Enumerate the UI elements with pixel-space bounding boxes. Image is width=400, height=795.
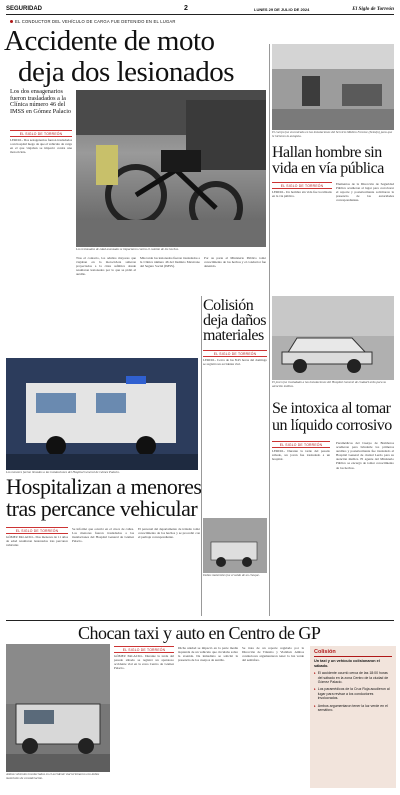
story2-body-col2: Elementos de la Dirección de Seguridad Pública acudieron al lugar para corroborar el reporte y posteriormente solicitaron la presencia de las autoridades correspondientes. xyxy=(336,182,394,203)
story3-headline-line3: materiales xyxy=(203,327,264,344)
date-label: LUNES 29 DE JULIO DE 2024 xyxy=(254,7,310,12)
story3-headline-line2: deja daños xyxy=(203,312,266,329)
story1-body-col4: Por su parte el Ministerio Público tomó conocimiento de los hechos y el conductor fue detenido. xyxy=(204,256,266,269)
kicker-bullet-icon xyxy=(10,20,13,23)
bullet-arrow-icon: ▸ xyxy=(314,671,316,676)
paper-logo: El Siglo de Torreón xyxy=(352,6,394,12)
story1-byline: EL SIGLO DE TORREÓN xyxy=(10,130,72,137)
column-rule xyxy=(269,44,270,616)
story2-byline: EL SIGLO DE TORREÓN xyxy=(272,182,332,189)
taxi-scene-icon xyxy=(6,644,110,772)
bullet-arrow-icon: ▸ xyxy=(314,703,316,708)
sidebar-subtitle: Un taxi y un vehículo colisionaron el sábado. xyxy=(314,659,380,668)
sidebar-title: Colisión xyxy=(314,649,392,657)
story3-caption: Daños materiales fue el saldo de un choque. xyxy=(203,574,260,577)
story4-byline: EL SIGLO DE TORREÓN xyxy=(6,527,68,534)
story3-byline: EL SIGLO DE TORREÓN xyxy=(203,350,267,357)
story3-small-photo xyxy=(203,518,267,573)
building-scene-icon xyxy=(272,44,394,130)
story6-caption: Ambos vehículos involucrados en el accidente vial terminaron con daños materiales de consideración. xyxy=(6,773,100,780)
story1-body-col3: Más tarde los lesionados fueron trasladados a la Clínica número 46 del Instituto Mexicano del Seguro Social (IMSS). xyxy=(140,256,200,269)
story1-deck: Los dos ensagenarios fueron trasladados a la Clínica número 46 del IMSS en Gómez Palacio xyxy=(10,88,72,115)
story1-lead: LERDO.- Dos sexagenarios fueron trasladados a un hospital luego de que el vehículo de carga en el que viajaban se impactó contra una motocicleta. xyxy=(10,138,72,155)
story4-headline-line1: Hospitalizan a menores xyxy=(6,474,202,499)
story3-photo xyxy=(272,296,394,380)
story2-caption: El cuerpo fue encontrado en las instalaciones del Servicio Médico Forense (Semefo) para que le hicieran la autopsia. xyxy=(272,131,393,138)
story5-headline-line2: un líquido corrosivo xyxy=(272,417,392,434)
column-rule xyxy=(201,296,202,616)
section-divider xyxy=(6,620,394,621)
story1-headline-line1: Accidente de moto xyxy=(4,25,215,57)
sidebar-list xyxy=(314,671,392,712)
crash-scene-icon xyxy=(203,518,267,573)
story2-photo xyxy=(272,44,394,130)
story6-body-col3: Se trata de un reporte regulado por la Dirección de Tránsito y Vialidad. Ambos conductores argumentaron tener la luz verde del semáforo. xyxy=(242,646,304,663)
story1-body-col2: Tras el contacto, los adultos mayores que viajaban en la motocicleta salieron proyectados a la cinta asfáltica donde resultaron lesionados por lo que se pidió el auxilio. xyxy=(76,256,136,277)
story1-kicker: EL CONDUCTOR DEL VEHÍCULO DE CARGA FUE DETENIDO EN EL LUGAR xyxy=(10,19,270,24)
story5-headline-line1: Se intoxica al tomar xyxy=(272,400,391,417)
story5-body-col2: Paramédicos del Cuerpo de Bomberos acudieron para brindarle los primeros auxilios y posteriormente fue trasladado al Hospital General de ciudad Lerdo para su atención médica. El agente del Ministerio Público se encargó de tomar conocimiento de los hechos. xyxy=(336,441,394,470)
sidebar-bullet: ▸ El accidente ocurrió cerca de las 18:00 horas del sábado en la zona Centro de la ciudad de Gómez Palacio. xyxy=(314,671,389,684)
story6-photo xyxy=(6,644,110,772)
story4-headline-line2: tras percance vehicular xyxy=(6,496,198,521)
story2-headline: Hallan hombre sin vida en vía pública xyxy=(272,144,384,177)
story3-lead: LERDO.- Cerca de las 8:45 horas del domingo se registró un accidente vial. xyxy=(203,358,267,367)
story1-headline-line2: deja dos lesionados xyxy=(18,56,235,88)
story1-caption: Los lesionados de edad avanzada se impactaron contra el camión de los hechos. xyxy=(76,248,179,251)
masthead xyxy=(6,5,394,15)
story6-byline: EL SIGLO DE TORREÓN xyxy=(114,646,174,653)
story5-byline: EL SIGLO DE TORREÓN xyxy=(272,441,330,448)
sidebar-bullet: ▸ Los paramédicos de la Cruz Roja acudieron al lugar para revisar a los conductores involucrados. xyxy=(314,687,390,701)
story2-lead: LERDO.- Un hombre sin vida fue localizado en la vía pública. xyxy=(272,190,332,199)
story6-headline: Chocan taxi y auto en Centro de GP xyxy=(78,623,321,643)
story6-body-col2: Dicha unidad se impactó en la parte media izquierda de un vehículo que circulaba sobre la avenida. De inmediato se solicitó la presencia de los cuerpos de auxilio. xyxy=(178,646,238,663)
story4-body-col2: Se informó que ocurrió en el cruce de calles. Los menores fueron trasladados a las instalaciones del Hospital General de Gómez Palacio. xyxy=(72,527,134,544)
story4-caption: Los menores fueron llevados a las instalaciones del Hospital General de Gómez Palacio. xyxy=(6,471,120,474)
page-number: 2 xyxy=(184,5,188,12)
story4-body-col3: El personal del departamento de tránsito tomó conocimiento de los hechos y se procedió con el peritaje correspondiente. xyxy=(138,527,200,540)
story1-photo xyxy=(76,90,266,247)
section-label: SEGURIDAD xyxy=(6,6,43,12)
story4-lead: GÓMEZ PALACIO.- Dos menores de 11 años de edad resultaron lesionados tras percance vehicular. xyxy=(6,535,68,548)
story3-caption-side: El joven fue trasladado a las instalaciones del Hospital General de ciudad Lerdo para su atención médica. xyxy=(272,381,387,388)
motorcycle-scene-icon xyxy=(76,90,266,247)
story5-lead: LERDO.- Durante la tarde del pasado sábado, un joven fue trasladado a un hospital. xyxy=(272,449,330,462)
sidebar-bullet: ▸ Ambos argumentaron tener la luz verde en el semáforo. xyxy=(314,703,388,713)
ambulance-scene-icon xyxy=(6,358,198,470)
bullet-arrow-icon: ▸ xyxy=(314,687,316,692)
story6-lead: GÓMEZ PALACIO.- Durante la tarde del pasado sábado se registró un aparatoso accidente vial en la zona Centro de Gómez Palacio. xyxy=(114,654,174,671)
sidebar-box xyxy=(310,646,396,788)
story3-headline-line1: Colisión xyxy=(203,297,254,314)
story4-photo xyxy=(6,358,198,470)
car-scene-icon xyxy=(272,296,394,380)
